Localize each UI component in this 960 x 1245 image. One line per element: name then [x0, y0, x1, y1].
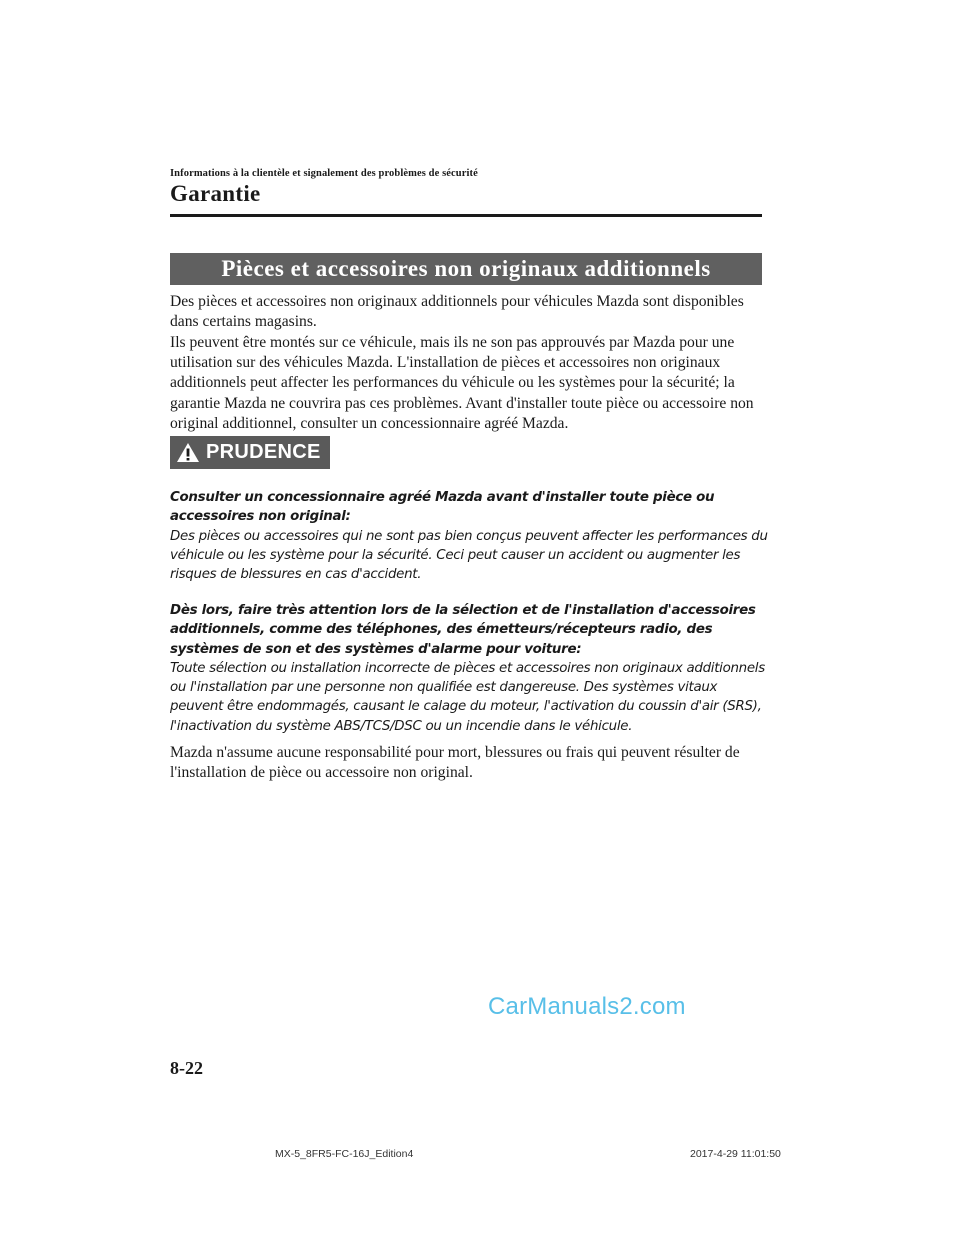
watermark: CarManuals2.com [488, 993, 686, 1020]
footer-timestamp: 2017-4-29 11:01:50 [690, 1148, 781, 1160]
warning-1-body: Des pièces ou accessoires qui ne sont pas bien conçus peuvent affecter les performances du véhicule ou les système pour la sécurité. Ceci peut causer un accident ou augmenter les risques de blessures en cas d'accident. [170, 528, 768, 583]
caution-label: PRUDENCE [206, 441, 321, 463]
page-number: 8-22 [170, 1058, 203, 1078]
title-divider [170, 214, 762, 217]
intro-paragraph: Des pièces et accessoires non originaux additionnels pour véhicules Mazda sont disponibles dans certains magasins. [170, 293, 744, 331]
breadcrumb: Informations à la clientèle et signalement des problèmes de sécurité [170, 168, 478, 179]
caution-warning-1 [170, 488, 770, 584]
warning-triangle-icon [176, 442, 200, 463]
caution-banner [170, 436, 330, 469]
details-paragraph: Ils peuvent être montés sur ce véhicule, mais ils ne son pas approuvés par Mazda pour une utilisation sur des véhicules Mazda. L'installation de pièces et accessoires non originaux additionnels peut affecter les performances du véhicule ou les systèmes pour la sécurité; la garantie Mazda ne couvrira pas ces problèmes. Avant d'installer toute pièce ou accessoire non original additionnel, consulter un concessionnaire agréé Mazda. [170, 334, 754, 432]
warning-1-heading: Consulter un concessionnaire agréé Mazda avant d'installer toute pièce ou accessoires non original: [170, 490, 715, 525]
caution-warning-2 [170, 601, 770, 736]
warning-2-heading: Dès lors, faire très attention lors de la sélection et de l'installation d'accessoires additionnels, comme des téléphones, des émetteurs/récepteurs radio, des systèmes de son et des systèmes d'alarme pour voiture: [170, 603, 756, 657]
liability-paragraph: Mazda n'assume aucune responsabilité pour mort, blessures ou frais qui peuvent résulter de l'installation de pièce ou accessoire non original. [170, 744, 740, 782]
footer-doc-id: MX-5_8FR5-FC-16J_Edition4 [275, 1148, 414, 1160]
section-heading: Pièces et accessoires non originaux additionnels [170, 253, 762, 285]
page-title: Garantie [170, 181, 261, 206]
warning-2-body: Toute sélection ou installation incorrecte de pièces et accessoires non originaux additionnels ou l'installation par une personne non qualifiée est dangereuse. Des systèmes vitaux peuvent être endommagés, causant le calage du moteur, l'activation du coussin d'air (SRS), l'inactivation du système ABS/TCS/DSC ou un incendie dans le véhicule. [170, 660, 765, 734]
